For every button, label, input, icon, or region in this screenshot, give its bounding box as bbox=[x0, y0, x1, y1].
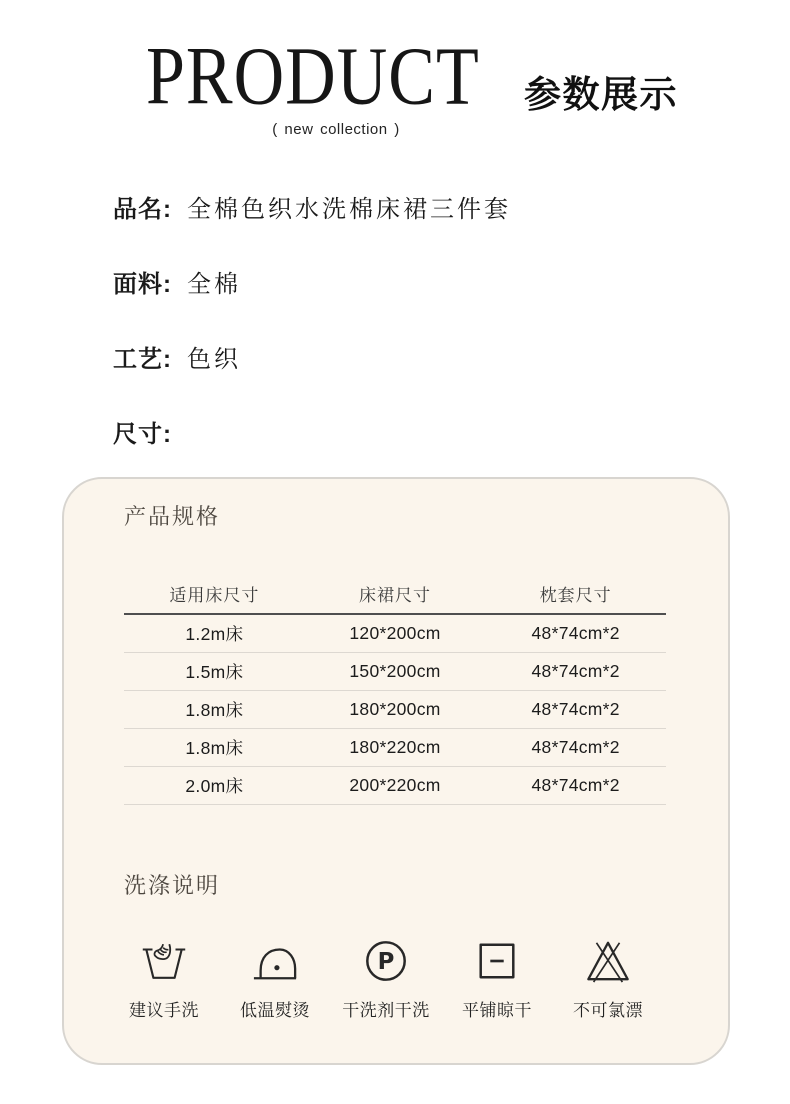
wash-item-no-bleach bbox=[558, 938, 658, 1021]
dry-flat-icon bbox=[474, 938, 520, 984]
wash-label: 干洗剂干洗 bbox=[342, 1001, 430, 1020]
wash-item-dry-flat bbox=[447, 938, 547, 1021]
spec-table-header-row bbox=[124, 581, 666, 615]
cell-pillow: 48*74cm*2 bbox=[531, 623, 620, 643]
table-row bbox=[124, 615, 666, 653]
wash-label: 不可氯漂 bbox=[573, 1001, 643, 1020]
column-header-pillow-size: 枕套尺寸 bbox=[539, 586, 612, 605]
info-value: 色织 bbox=[187, 346, 241, 373]
info-label: 工艺: bbox=[113, 346, 172, 373]
product-info-list bbox=[113, 196, 511, 496]
cell-bed: 1.2m床 bbox=[185, 624, 244, 644]
spec-card-title: 产品规格 bbox=[124, 504, 221, 529]
cell-skirt: 150*200cm bbox=[349, 661, 441, 681]
cell-pillow: 48*74cm*2 bbox=[531, 661, 620, 681]
cell-pillow: 48*74cm*2 bbox=[531, 775, 620, 795]
info-row-craft bbox=[113, 346, 511, 373]
table-row bbox=[124, 691, 666, 729]
hand-wash-icon bbox=[141, 938, 187, 984]
info-value: 全棉色织水洗棉床裙三件套 bbox=[187, 196, 511, 223]
wash-item-iron-low bbox=[225, 938, 325, 1021]
cell-skirt: 120*200cm bbox=[349, 623, 441, 643]
info-row-fabric bbox=[113, 271, 511, 298]
wash-item-hand-wash bbox=[114, 938, 214, 1021]
wash-care-title: 洗涤说明 bbox=[124, 873, 221, 898]
wash-label: 低温熨烫 bbox=[240, 1001, 310, 1020]
iron-low-icon bbox=[252, 938, 298, 984]
info-value: 全棉 bbox=[187, 271, 241, 298]
table-row bbox=[124, 653, 666, 691]
info-row-size bbox=[113, 421, 511, 448]
info-label: 尺寸: bbox=[113, 421, 172, 448]
brand-wordmark: PRODUCT bbox=[146, 31, 480, 123]
spec-card bbox=[62, 477, 730, 1065]
dry-clean-letter: P bbox=[377, 949, 395, 976]
cell-bed: 2.0m床 bbox=[185, 776, 244, 796]
wash-item-dry-clean bbox=[336, 938, 436, 1021]
brand-subtitle: ( new collection ) bbox=[272, 121, 400, 138]
wash-label: 平铺晾干 bbox=[462, 1001, 532, 1020]
dry-clean-p-icon bbox=[363, 938, 409, 984]
cell-pillow: 48*74cm*2 bbox=[531, 737, 620, 757]
cell-bed: 1.8m床 bbox=[185, 700, 244, 720]
table-row bbox=[124, 729, 666, 767]
cell-bed: 1.8m床 bbox=[185, 738, 244, 758]
wash-label: 建议手洗 bbox=[129, 1001, 199, 1020]
cell-pillow: 48*74cm*2 bbox=[531, 699, 620, 719]
column-header-skirt-size: 床裙尺寸 bbox=[359, 586, 431, 605]
cell-skirt: 200*220cm bbox=[349, 775, 441, 795]
table-row bbox=[124, 767, 666, 805]
wash-icons-row bbox=[114, 938, 658, 1021]
info-row-name bbox=[113, 196, 511, 223]
column-header-bed-size: 适用床尺寸 bbox=[169, 586, 260, 605]
info-label: 品名: bbox=[113, 196, 172, 223]
info-label: 面料: bbox=[113, 271, 172, 298]
cell-bed: 1.5m床 bbox=[185, 662, 244, 682]
cell-skirt: 180*200cm bbox=[349, 699, 441, 719]
page-title: 参数展示 bbox=[524, 74, 678, 115]
no-bleach-icon bbox=[585, 938, 631, 984]
spec-table bbox=[124, 581, 666, 805]
cell-skirt: 180*220cm bbox=[349, 737, 441, 757]
